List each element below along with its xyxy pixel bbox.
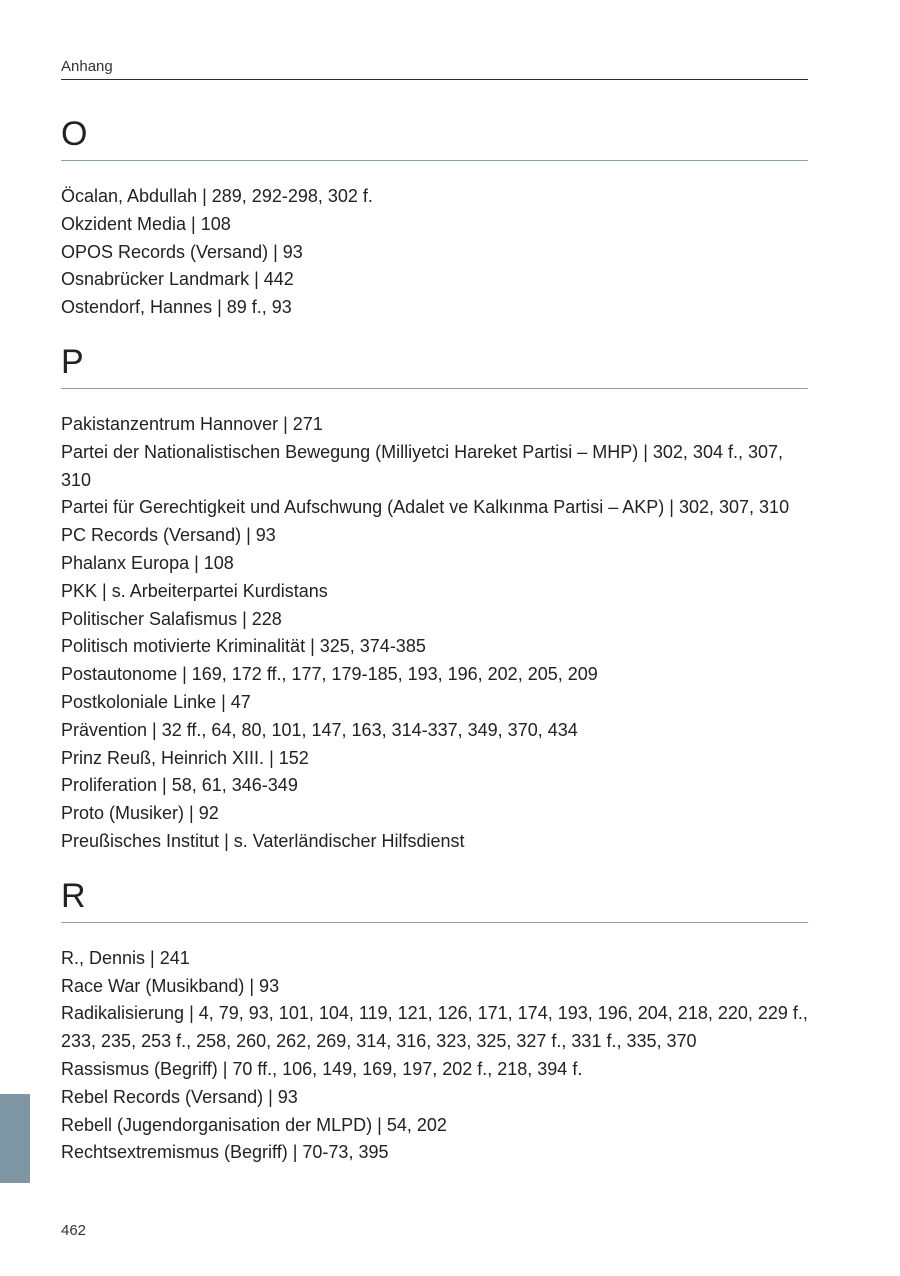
index-entry: Öcalan, Abdullah | 289, 292-298, 302 f. — [61, 186, 373, 206]
index-entry: Proto (Musiker) | 92 — [61, 803, 219, 824]
index-entry: Partei der Nationalistischen Bewegung (Milliyetci Hareket Partisi – MHP) | 302, 304 f., 307, 310 — [61, 441, 784, 490]
index-entry: Rechtsextremismus (Begriff) | 70-73, 395 — [61, 1142, 389, 1163]
index-entry: Okzident Media | 108 — [61, 213, 231, 234]
section-heading-o: O — [61, 112, 808, 161]
index-section-r — [61, 874, 808, 1167]
entry-list-p — [61, 411, 808, 856]
index-entry: Proliferation | 58, 61, 346-349 — [61, 775, 298, 796]
page-number: 462 — [61, 1222, 87, 1239]
index-entry: Prävention | 32 ff., 64, 80, 101, 147, 163, 314-337, 349, 370, 434 — [61, 719, 578, 740]
index-entry: Politisch motivierte Kriminalität | 325, 374-385 — [61, 636, 426, 657]
index-entry: PKK | s. Arbeiterpartei Kurdistans — [61, 580, 328, 601]
index-entry: Osnabrücker Landmark | 442 — [61, 269, 294, 290]
section-heading-p: P — [61, 340, 808, 389]
index-section-o — [61, 112, 808, 322]
index-content — [61, 112, 808, 1185]
index-entry: Pakistanzentrum Hannover | 271 — [61, 413, 323, 434]
index-entry: OPOS Records (Versand) | 93 — [61, 241, 303, 262]
index-entry: Partei für Gerechtigkeit und Aufschwung (Adalet ve Kalkınma Partisi – AKP) | 302, 307, 310 — [61, 497, 790, 518]
index-entry: Prinz Reuß, Heinrich XIII. | 152 — [61, 747, 309, 768]
index-entry: Rebell (Jugendorganisation der MLPD) | 54, 202 — [61, 1114, 447, 1135]
index-entry: Postkoloniale Linke | 47 — [61, 691, 251, 712]
index-entry: Ostendorf, Hannes | 89 f., 93 — [61, 297, 292, 318]
index-entry: Rassismus (Begriff) | 70 ff., 106, 149, 169, 197, 202 f., 218, 394 f. — [61, 1058, 583, 1079]
index-entry: Postautonome | 169, 172 ff., 177, 179-185, 193, 196, 202, 205, 209 — [61, 664, 598, 685]
index-entry: Radikalisierung | 4, 79, 93, 101, 104, 119, 121, 126, 171, 174, 193, 196, 204, 218, 220, 229 f., 233, 235, 253 f., 258, 260, 262, 269, 314, 316, 323, 325, 327 f., 331 f., 335, 370 — [61, 1003, 808, 1052]
index-entry: PC Records (Versand) | 93 — [61, 525, 276, 546]
index-entry: Preußisches Institut | s. Vaterländischer Hilfsdienst — [61, 830, 465, 851]
index-entry: Phalanx Europa | 108 — [61, 552, 234, 573]
index-entry: R., Dennis | 241 — [61, 947, 190, 968]
entry-list-r — [61, 945, 808, 1167]
index-entry: Race War (Musikband) | 93 — [61, 975, 280, 996]
running-header: Anhang — [61, 58, 808, 80]
chapter-thumb-tab — [0, 1094, 30, 1183]
entry-list-o — [61, 183, 808, 322]
index-entry: Rebel Records (Versand) | 93 — [61, 1086, 298, 1107]
index-section-p — [61, 340, 808, 856]
section-heading-r: R — [61, 874, 808, 923]
index-entry: Politischer Salafismus | 228 — [61, 608, 282, 629]
